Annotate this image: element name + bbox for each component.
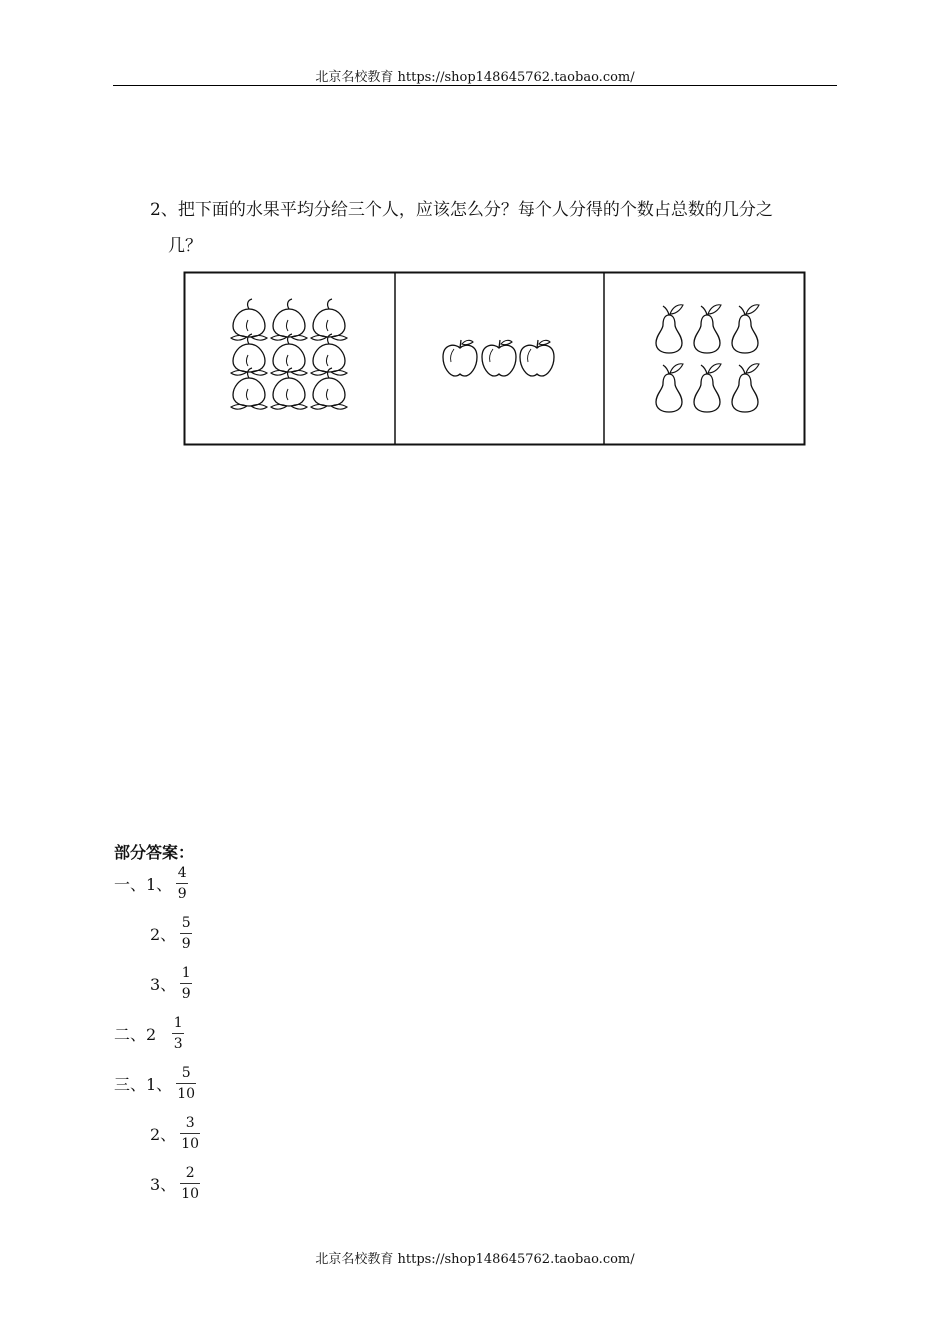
page-header: 北京名校教育 https://shop148645762.taobao.com/ (315, 70, 635, 85)
question-text-line1: 2、把下面的水果平均分给三个人，应该怎么分？每个人分得的个数占总数的几分之 (150, 200, 773, 220)
fraction-denominator: 10 (181, 1185, 200, 1202)
answer-fraction (176, 1064, 196, 1103)
question-2 (150, 192, 850, 264)
answer-fraction (180, 964, 192, 1003)
question-text-line2: 几？ (168, 236, 202, 256)
fraction-numerator: 5 (181, 1064, 191, 1081)
peach-panel (231, 299, 347, 409)
pear-icon (656, 364, 683, 412)
answer-label: 二、2 (114, 1024, 157, 1044)
peach-icon (231, 368, 267, 409)
fraction-bar (180, 1133, 200, 1134)
answer-fraction (180, 1114, 200, 1153)
pear-icon (732, 305, 759, 353)
fraction-bar (172, 1033, 184, 1034)
fraction-denominator: 9 (177, 885, 187, 902)
answer-label: 3、 (150, 1174, 177, 1194)
answer-row (150, 961, 192, 1005)
fraction-denominator: 10 (177, 1085, 196, 1102)
answer-label: 2、 (150, 924, 177, 944)
peach-icon (271, 368, 307, 409)
fraction-numerator: 4 (177, 864, 187, 881)
peach-icon (271, 299, 307, 340)
pear-icon (656, 305, 683, 353)
fraction-denominator: 9 (181, 935, 191, 952)
fraction-bar (180, 933, 192, 934)
header-divider (113, 85, 837, 86)
peach-icon (311, 299, 347, 340)
answer-row (114, 1011, 184, 1055)
fruit-figure (183, 271, 806, 446)
figure-frame (185, 273, 805, 445)
peach-icon (231, 299, 267, 340)
apple-panel (443, 340, 554, 376)
answer-row (150, 1161, 200, 1205)
apple-icon (443, 340, 477, 376)
answer-row (150, 911, 192, 955)
fraction-bar (180, 983, 192, 984)
answer-fraction (180, 914, 192, 953)
fraction-denominator: 9 (181, 985, 191, 1002)
pear-icon (694, 305, 721, 353)
apple-icon (482, 340, 516, 376)
fraction-numerator: 3 (185, 1114, 195, 1131)
apple-icon (520, 340, 554, 376)
answer-fraction (180, 1164, 200, 1203)
answer-row (114, 1061, 196, 1105)
fraction-denominator: 10 (181, 1135, 200, 1152)
answer-fraction (172, 1014, 184, 1053)
pear-panel (656, 305, 759, 412)
fraction-bar (176, 1083, 196, 1084)
answer-row (150, 1111, 200, 1155)
fraction-numerator: 1 (181, 964, 191, 981)
answer-label: 3、 (150, 974, 177, 994)
pear-icon (732, 364, 759, 412)
peach-icon (311, 368, 347, 409)
answer-label: 三、1、 (114, 1074, 173, 1094)
answer-row (114, 861, 188, 905)
page-footer: 北京名校教育 https://shop148645762.taobao.com/ (315, 1252, 635, 1267)
fraction-denominator: 3 (173, 1035, 183, 1052)
answer-label: 一、1、 (114, 874, 173, 894)
fraction-bar (180, 1183, 200, 1184)
fraction-numerator: 2 (185, 1164, 195, 1181)
answer-fraction (176, 864, 188, 903)
answers-title: 部分答案： (114, 843, 195, 862)
fraction-numerator: 1 (173, 1014, 183, 1031)
fraction-bar (176, 883, 188, 884)
pear-icon (694, 364, 721, 412)
answer-label: 2、 (150, 1124, 177, 1144)
fraction-numerator: 5 (181, 914, 191, 931)
